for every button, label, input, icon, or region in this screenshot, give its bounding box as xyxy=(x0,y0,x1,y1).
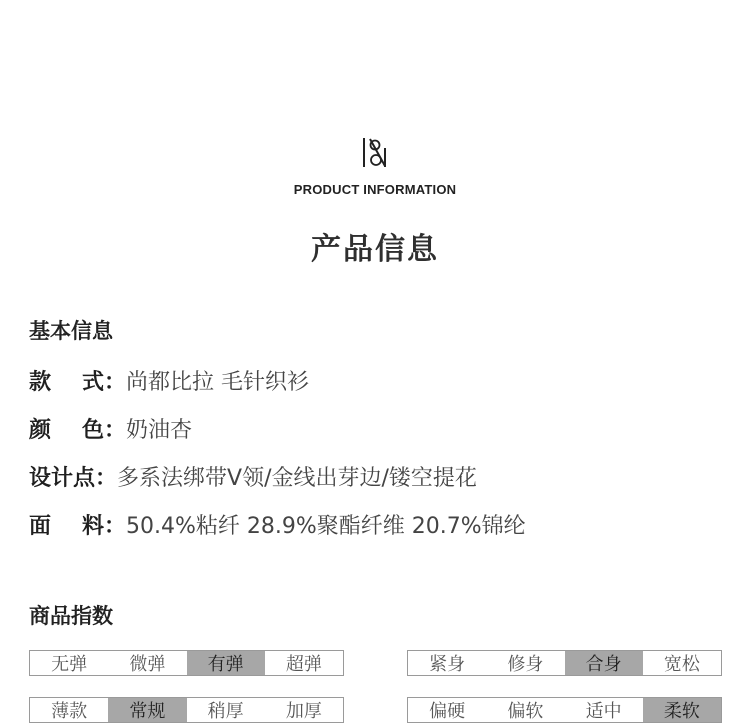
scale-option: 超弹 xyxy=(285,654,322,675)
scale-option: 薄款 xyxy=(51,701,88,722)
scale-option: 宽松 xyxy=(663,654,700,675)
info-label xyxy=(29,413,126,444)
info-label-part: 款 xyxy=(29,369,52,395)
info-row-color xyxy=(29,413,192,443)
info-value: 多系法绑带V领/金线出芽边/镂空提花 xyxy=(117,465,477,491)
info-label-part: 颜 xyxy=(29,417,52,443)
info-label xyxy=(29,509,126,540)
fit-scale xyxy=(407,650,722,676)
info-row-material xyxy=(29,509,526,539)
scale-option: 无弹 xyxy=(51,654,88,675)
scale-option: 偏软 xyxy=(507,701,544,722)
scale-option: 微弹 xyxy=(129,654,166,675)
scale-option-selected: 柔软 xyxy=(643,698,721,722)
scale-option-selected: 常规 xyxy=(108,698,186,722)
scale-option: 紧身 xyxy=(429,654,466,675)
thickness-scale xyxy=(29,697,344,723)
basic-info-title: 基本信息 xyxy=(29,319,113,343)
elasticity-scale xyxy=(29,650,344,676)
info-value: 奶油杏 xyxy=(126,417,193,443)
info-label-part: 色： xyxy=(81,417,126,443)
scale-option: 适中 xyxy=(585,701,622,722)
scale-option: 稍厚 xyxy=(207,701,244,722)
scale-option: 偏硬 xyxy=(429,701,466,722)
info-row-style xyxy=(29,365,309,395)
ampersand-logo-icon xyxy=(361,136,389,170)
scale-option: 修身 xyxy=(507,654,544,675)
info-value: 尚都比拉 毛针织衫 xyxy=(126,369,309,395)
info-value: 50.4%粘纤 28.9%聚酯纤维 20.7%锦纶 xyxy=(126,513,526,539)
info-label-part: 面 xyxy=(29,513,52,539)
softness-scale xyxy=(407,697,722,723)
info-label-part: 料： xyxy=(81,513,126,539)
info-label: 设计点： xyxy=(29,465,118,491)
scale-option-selected: 有弹 xyxy=(187,651,265,675)
info-label-part: 式： xyxy=(81,369,126,395)
scale-option: 加厚 xyxy=(285,701,322,722)
product-information-heading: PRODUCT INFORMATION xyxy=(293,182,457,197)
page-title: 产品信息 xyxy=(311,232,439,267)
info-label xyxy=(29,365,126,396)
product-index-title: 商品指数 xyxy=(29,604,113,628)
scale-option-selected: 合身 xyxy=(565,651,643,675)
info-row-design xyxy=(29,461,477,491)
